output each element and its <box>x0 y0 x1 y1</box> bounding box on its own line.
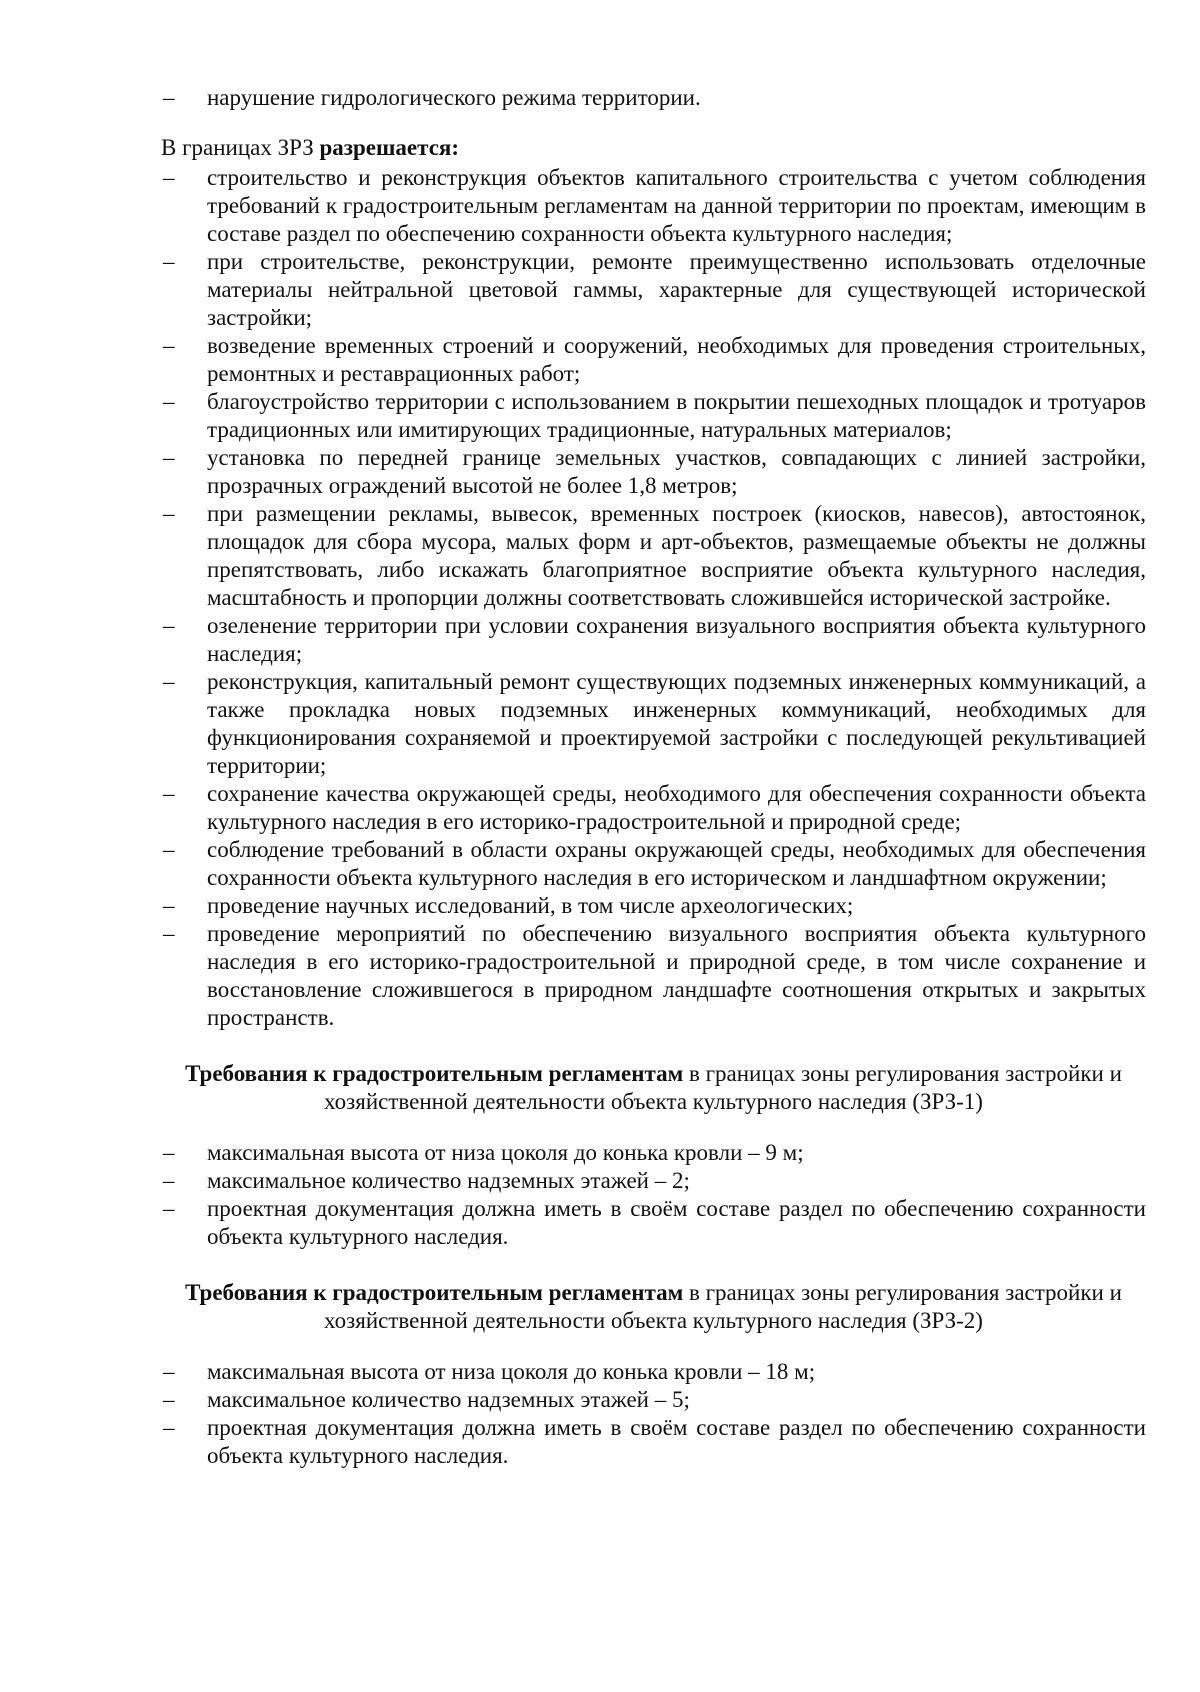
list-item-text: проведение научных исследований, в том числе археологических; <box>207 893 854 918</box>
bullet-dash: – <box>163 1140 175 1165</box>
list-item-text: при размещении рекламы, вывесок, временных построек (киосков, навесов), автостоянок, площадок для сбора мусора, малых форм и арт-объектов, размещаемые объекты не должны препятствовать, либо искажать благоприятное восприятие объекта культурного наследия, масштабность и пропорции должны соответствовать сложившейся исторической застройке. <box>207 501 1146 610</box>
bullet-dash: – <box>163 1359 175 1384</box>
bullet-dash: – <box>163 1415 175 1440</box>
list-item <box>161 1386 1146 1414</box>
top-list <box>161 84 1146 112</box>
bullet-dash: – <box>163 669 175 694</box>
allowed-list <box>161 164 1146 1032</box>
list-item <box>161 920 1146 1032</box>
allowed-intro-bold: разрешается: <box>319 135 460 160</box>
zrz1-heading <box>161 1060 1146 1116</box>
list-item-text: соблюдение требований в области охраны окружающей среды, необходимых для обеспечения сохранности объекта культурного наследия в его историческом и ландшафтном окружении; <box>207 837 1146 890</box>
bullet-dash: – <box>163 613 175 638</box>
list-item-text: возведение временных строений и сооружений, необходимых для проведения строительных, ремонтных и реставрационных работ; <box>207 333 1146 386</box>
list-item-text: максимальная высота от низа цоколя до конька кровли – 18 м; <box>207 1359 816 1384</box>
list-item <box>161 84 1146 112</box>
zrz2-heading-bold: Требования к градостроительным регламентам <box>185 1280 684 1305</box>
list-item-text: благоустройство территории с использованием в покрытии пешеходных площадок и тротуаров традиционных или имитирующих традиционные, натуральных материалов; <box>207 389 1146 442</box>
zrz2-heading-rest: в границах зоны регулирования застройки и хозяйственной деятельности объекта культурного наследия (ЗРЗ-2) <box>324 1280 1122 1333</box>
list-item <box>161 1358 1146 1386</box>
allowed-intro-prefix: В границах ЗРЗ <box>161 135 320 160</box>
bullet-dash: – <box>163 249 175 274</box>
bullet-dash: – <box>163 781 175 806</box>
list-item-text: проведение мероприятий по обеспечению визуального восприятия объекта культурного наследия в его историко-градостроительной и природной среде, в том числе сохранение и восстановление сложившегося в природном ландшафте соотношения открытых и закрытых пространств. <box>207 921 1146 1030</box>
bullet-dash: – <box>163 501 175 526</box>
list-item-text: нарушение гидрологического режима территории. <box>207 85 701 110</box>
zrz2-list <box>161 1358 1146 1470</box>
zrz1-heading-bold: Требования к градостроительным регламентам <box>185 1061 684 1086</box>
bullet-dash: – <box>163 445 175 470</box>
bullet-dash: – <box>163 165 175 190</box>
document-body <box>161 84 1146 1470</box>
list-item <box>161 892 1146 920</box>
bullet-dash: – <box>163 1168 175 1193</box>
list-item-text: максимальное количество надземных этажей – 5; <box>207 1387 690 1412</box>
list-item-text: максимальная высота от низа цоколя до конька кровли – 9 м; <box>207 1140 804 1165</box>
list-item <box>161 1167 1146 1195</box>
list-item <box>161 332 1146 388</box>
bullet-dash: – <box>163 85 175 110</box>
list-item-text: озеленение территории при условии сохранения визуального восприятия объекта культурного наследия; <box>207 613 1146 666</box>
bullet-dash: – <box>163 1196 175 1221</box>
bullet-dash: – <box>163 921 175 946</box>
list-item-text: строительство и реконструкция объектов капитального строительства с учетом соблюдения требований к градостроительным регламентам на данной территории по проектам, имеющим в составе раздел по обеспечению сохранности объекта культурного наследия; <box>207 165 1146 246</box>
bullet-dash: – <box>163 389 175 414</box>
bullet-dash: – <box>163 893 175 918</box>
zrz1-list <box>161 1139 1146 1251</box>
list-item <box>161 668 1146 780</box>
list-item <box>161 1195 1146 1251</box>
list-item <box>161 780 1146 836</box>
list-item <box>161 1139 1146 1167</box>
list-item-text: установка по передней границе земельных участков, совпадающих с линией застройки, прозрачных ограждений высотой не более 1,8 метров; <box>207 445 1146 498</box>
list-item-text: проектная документация должна иметь в своём составе раздел по обеспечению сохранности объекта культурного наследия. <box>207 1415 1146 1468</box>
list-item <box>161 444 1146 500</box>
list-item-text: максимальное количество надземных этажей – 2; <box>207 1168 690 1193</box>
list-item <box>161 388 1146 444</box>
list-item <box>161 612 1146 668</box>
zrz2-heading <box>161 1279 1146 1335</box>
list-item-text: сохранение качества окружающей среды, необходимого для обеспечения сохранности объекта культурного наследия в его историко-градостроительной и природной среде; <box>207 781 1146 834</box>
zrz1-heading-rest: в границах зоны регулирования застройки и хозяйственной деятельности объекта культурного наследия (ЗРЗ-1) <box>324 1061 1122 1114</box>
list-item <box>161 164 1146 248</box>
list-item <box>161 836 1146 892</box>
list-item-text: проектная документация должна иметь в своём составе раздел по обеспечению сохранности объекта культурного наследия. <box>207 1196 1146 1249</box>
list-item <box>161 500 1146 612</box>
bullet-dash: – <box>163 333 175 358</box>
list-item <box>161 1414 1146 1470</box>
bullet-dash: – <box>163 837 175 862</box>
list-item <box>161 248 1146 332</box>
bullet-dash: – <box>163 1387 175 1412</box>
allowed-intro <box>161 134 1146 162</box>
list-item-text: реконструкция, капитальный ремонт существующих подземных инженерных коммуникаций, а также прокладка новых подземных инженерных коммуникаций, необходимых для функционирования сохраняемой и проектируемой застройки с последующей рекультивацией территории; <box>207 669 1146 778</box>
list-item-text: при строительстве, реконструкции, ремонте преимущественно использовать отделочные материалы нейтральной цветовой гаммы, характерные для существующей исторической застройки; <box>207 249 1146 330</box>
